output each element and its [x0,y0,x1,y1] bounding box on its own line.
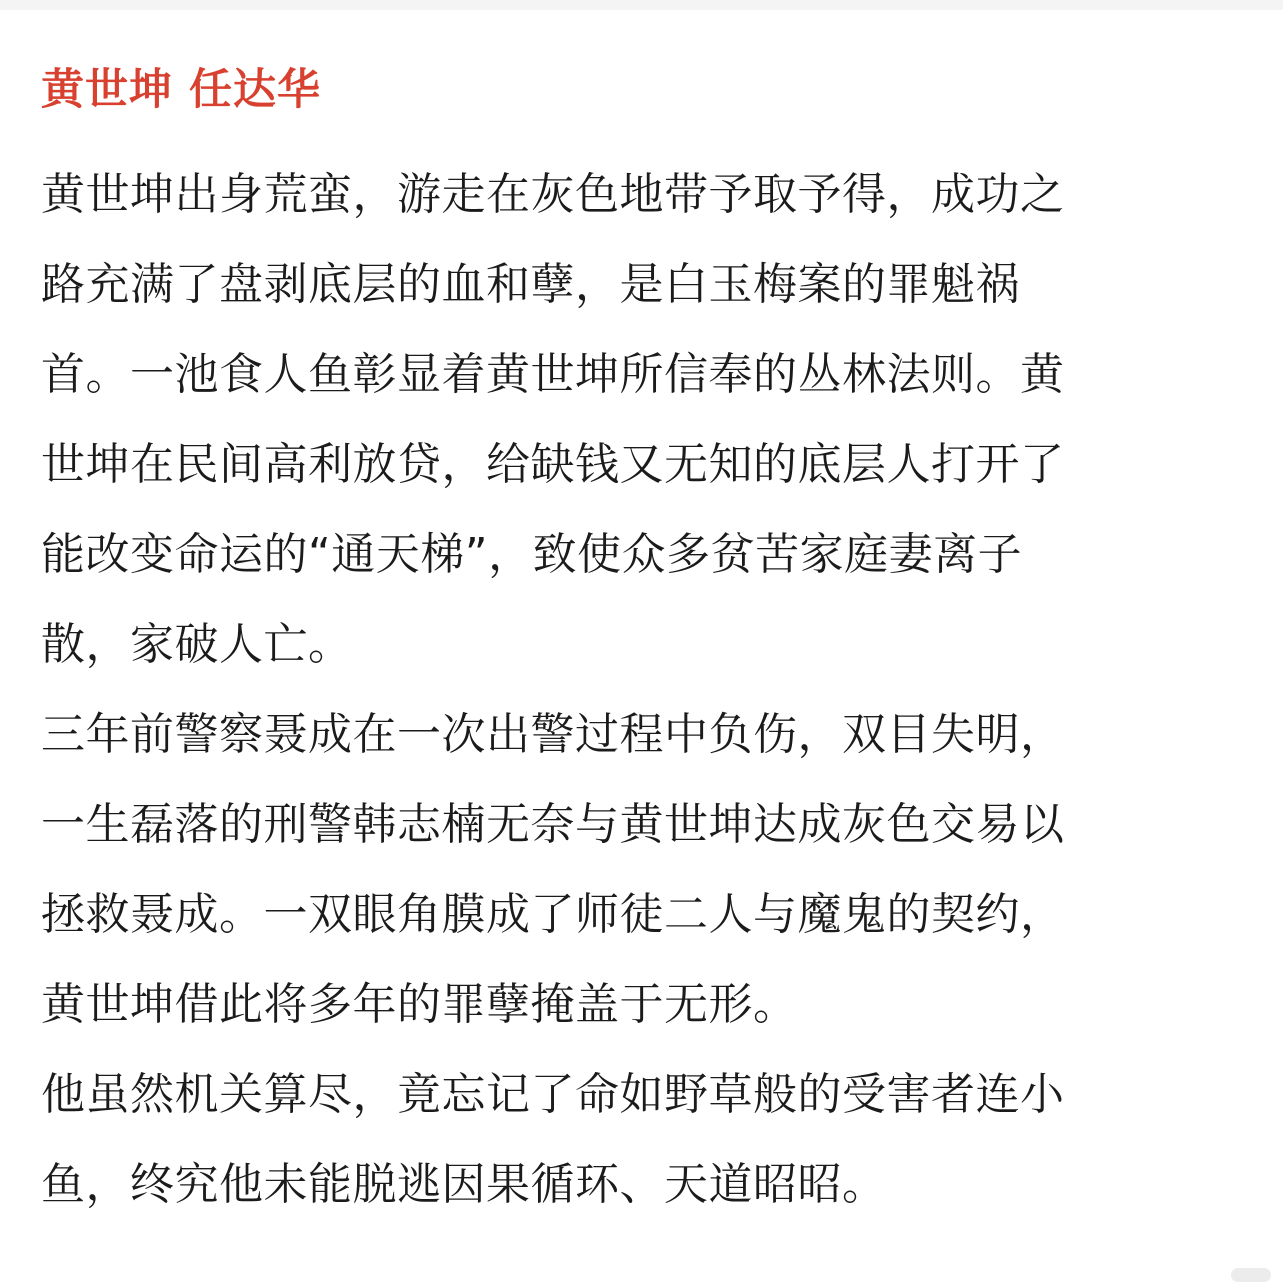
text-line: 一生磊落的刑警韩志楠无奈与黄世坤达成灰色交易以 [41,799,1065,850]
text-line: 黄世坤借此将多年的罪孽掩盖于无形。 [41,979,798,1030]
paragraph-3 [41,1050,1246,1230]
text-line: 首。一池食人鱼彰显着黄世坤所信奉的丛林法则。黄 [41,349,1065,400]
text-line: 鱼，终究他未能脱逃因果循环、天道昭昭。 [41,1159,887,1210]
article-title: 黄世坤 任达华 [41,65,321,115]
text-line: 三年前警察聂成在一次出警过程中负伤，双目失明， [41,709,1065,760]
paragraph-2 [41,690,1246,1050]
text-line: 能改变命运的“通天梯”，致使众多贫苦家庭妻离子 [41,529,1023,580]
text-line: 路充满了盘剥底层的血和孽，是白玉梅案的罪魁祸 [41,259,1020,310]
article [41,60,1246,1230]
paragraph-1 [41,150,1246,690]
text-line: 他虽然机关算尽，竟忘记了命如野草般的受害者连小 [41,1069,1065,1120]
text-line: 世坤在民间高利放贷，给缺钱又无知的底层人打开了 [41,439,1065,490]
watermark-mark [1231,1268,1271,1282]
text-line: 散，家破人亡。 [41,619,353,670]
text-line: 拯救聂成。一双眼角膜成了师徒二人与魔鬼的契约， [41,889,1065,940]
top-strip [0,0,1283,10]
text-line: 黄世坤出身荒蛮，游走在灰色地带予取予得，成功之 [41,169,1065,220]
